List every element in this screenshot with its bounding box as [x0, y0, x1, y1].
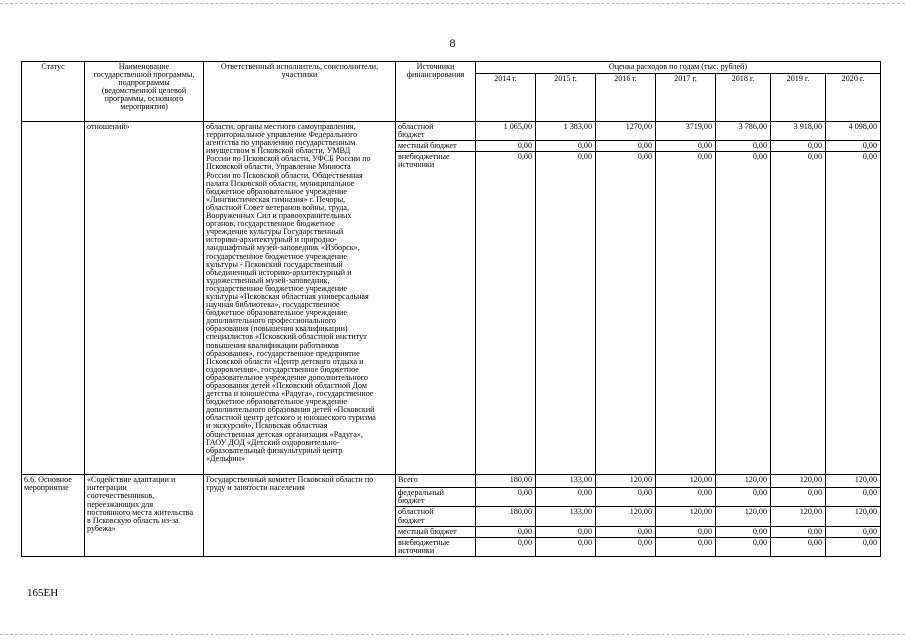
value-cell: 0,00 — [826, 152, 881, 475]
value-cell: 0,00 — [771, 526, 826, 537]
value-cell: 1270,00 — [596, 122, 656, 141]
header-year: 2017 г. — [656, 74, 716, 122]
value-cell: 0,00 — [476, 526, 536, 537]
value-cell: 3 786,00 — [716, 122, 771, 141]
source-cell: Всего — [396, 475, 476, 488]
block2-status: 6.6. Основное мероприятие — [22, 475, 85, 557]
value-cell: 0,00 — [716, 152, 771, 475]
header-source: Источники финансирования — [396, 62, 476, 122]
value-cell: 180,00 — [476, 475, 536, 488]
value-cell: 0,00 — [716, 526, 771, 537]
header-year: 2016 г. — [596, 74, 656, 122]
value-cell: 133,00 — [536, 507, 596, 526]
table-row — [22, 475, 881, 488]
value-cell: 0,00 — [826, 526, 881, 537]
value-cell: 0,00 — [716, 141, 771, 152]
source-cell: областной бюджет — [396, 122, 476, 141]
source-cell: местный бюджет — [396, 141, 476, 152]
header-year: 2014 г. — [476, 74, 536, 122]
value-cell: 0,00 — [656, 537, 716, 556]
value-cell: 0,00 — [536, 141, 596, 152]
block2-executor: Государственный комитет Псковской области по труду и занятости населения — [204, 475, 396, 557]
value-cell: 0,00 — [826, 537, 881, 556]
source-cell: внебюджетные источники — [396, 537, 476, 556]
value-cell: 0,00 — [536, 526, 596, 537]
value-cell: 0,00 — [596, 526, 656, 537]
header-year: 2020 г. — [826, 74, 881, 122]
value-cell: 0,00 — [596, 537, 656, 556]
value-cell: 133,00 — [536, 475, 596, 488]
value-cell: 0,00 — [826, 141, 881, 152]
value-cell: 0,00 — [596, 152, 656, 475]
expenditure-table — [21, 61, 881, 557]
header-year: 2018 г. — [716, 74, 771, 122]
value-cell: 0,00 — [656, 152, 716, 475]
value-cell: 120,00 — [596, 507, 656, 526]
value-cell: 0,00 — [536, 152, 596, 475]
value-cell: 120,00 — [656, 475, 716, 488]
value-cell: 120,00 — [771, 507, 826, 526]
header-year: 2019 г. — [771, 74, 826, 122]
header-estimate: Оценка расходов по годам (тыс. рублей) — [476, 62, 881, 74]
scan-top-edge — [0, 3, 905, 4]
value-cell: 0,00 — [536, 537, 596, 556]
document-code: 165ЕН — [27, 587, 59, 599]
value-cell: 120,00 — [826, 507, 881, 526]
header-status: Статус — [22, 62, 85, 122]
value-cell: 3 918,00 — [771, 122, 826, 141]
source-cell: внебюджетные источники — [396, 152, 476, 475]
value-cell: 120,00 — [826, 475, 881, 488]
value-cell: 0,00 — [656, 141, 716, 152]
value-cell: 120,00 — [716, 475, 771, 488]
table-row — [22, 122, 881, 141]
value-cell: 0,00 — [476, 537, 536, 556]
source-cell: федеральный бюджет — [396, 488, 476, 507]
value-cell: 0,00 — [596, 488, 656, 507]
page-number: 8 — [449, 36, 456, 50]
value-cell: 0,00 — [596, 141, 656, 152]
value-cell: 1 065,00 — [476, 122, 536, 141]
value-cell: 0,00 — [826, 488, 881, 507]
value-cell: 0,00 — [656, 488, 716, 507]
header-name: Наименование государственной программы, подпрограммы (ведомственной целевой программы, основного мероприятия) — [85, 62, 204, 122]
source-cell: местный бюджет — [396, 526, 476, 537]
scan-bottom-edge — [0, 634, 905, 635]
value-cell: 0,00 — [716, 488, 771, 507]
value-cell: 4 098,00 — [826, 122, 881, 141]
value-cell: 120,00 — [596, 475, 656, 488]
value-cell: 120,00 — [656, 507, 716, 526]
value-cell: 0,00 — [771, 152, 826, 475]
value-cell: 3719,00 — [656, 122, 716, 141]
value-cell: 0,00 — [771, 537, 826, 556]
block1-executor: области, органы местного самоуправления, территориальное управление Федерального агентства по управлению государственным имуществом в Псковской области, УМВД России по Псковской области, УФСБ России по Псковской области, Управление Минюста России по Псковской области, Общественная палата Псковской области, муниципальное бюджетное образовательное учреждение «Лингвистическая гимназия» г. Печоры, областной Совет ветеранов войны, труда, Вооруженных Сил и правоохранительных органов, государственное бюджетное учреждение культуры Государственный историко-архитектурный и природно- ландшафтный музей-заповедник «Изборск», государственное бюджетное учреждение культуры - Псковский государственный объединенный историко-архитектурный и художественный музей-заповедник, государственное бюджетное учреждение культуры «Псковская областная универсальная научная библиотека», государственное бюджетное образовательное учреждение дополнительного профессионального образования (повышения квалификации) специалистов «Псковский областной институт повышения квалификации работников образования», государственное предприятие Псковской области «Центр детского отдыха и оздоровления», государственное бюджетное образовательное учреждение дополнительного образования детей «Псковский областной Дом детства и юношества «Радуга», государственное бюджетное образовательное учреждение дополнительного образования детей «Псковский областной центр детского и юношеского туризма и экскурсий», Псковская областная общественная детская организация «Радуга», ГАОУ ДОД «Детский оздоровительно- образовательный физкультурный центр «Дельфин» — [204, 122, 396, 475]
block2-name: «Содействие адаптации и интеграции соотечественников, переезжающих для постоянного места жительства в Псковскую область из-за рубежа» — [85, 475, 204, 557]
block1-status — [22, 122, 85, 475]
value-cell: 0,00 — [476, 141, 536, 152]
block1-name: отношений» — [85, 122, 204, 475]
value-cell: 0,00 — [771, 141, 826, 152]
source-cell: областной бюджет — [396, 507, 476, 526]
value-cell: 180,00 — [476, 507, 536, 526]
value-cell: 0,00 — [716, 537, 771, 556]
value-cell: 0,00 — [476, 488, 536, 507]
value-cell: 120,00 — [716, 507, 771, 526]
value-cell: 0,00 — [771, 488, 826, 507]
value-cell: 0,00 — [476, 152, 536, 475]
value-cell: 1 383,00 — [536, 122, 596, 141]
value-cell: 0,00 — [536, 488, 596, 507]
header-row-top — [22, 62, 881, 74]
value-cell: 0,00 — [656, 526, 716, 537]
header-executor: Ответственный исполнитель, соисполнители, участники — [204, 62, 396, 122]
header-year: 2015 г. — [536, 74, 596, 122]
value-cell: 120,00 — [771, 475, 826, 488]
